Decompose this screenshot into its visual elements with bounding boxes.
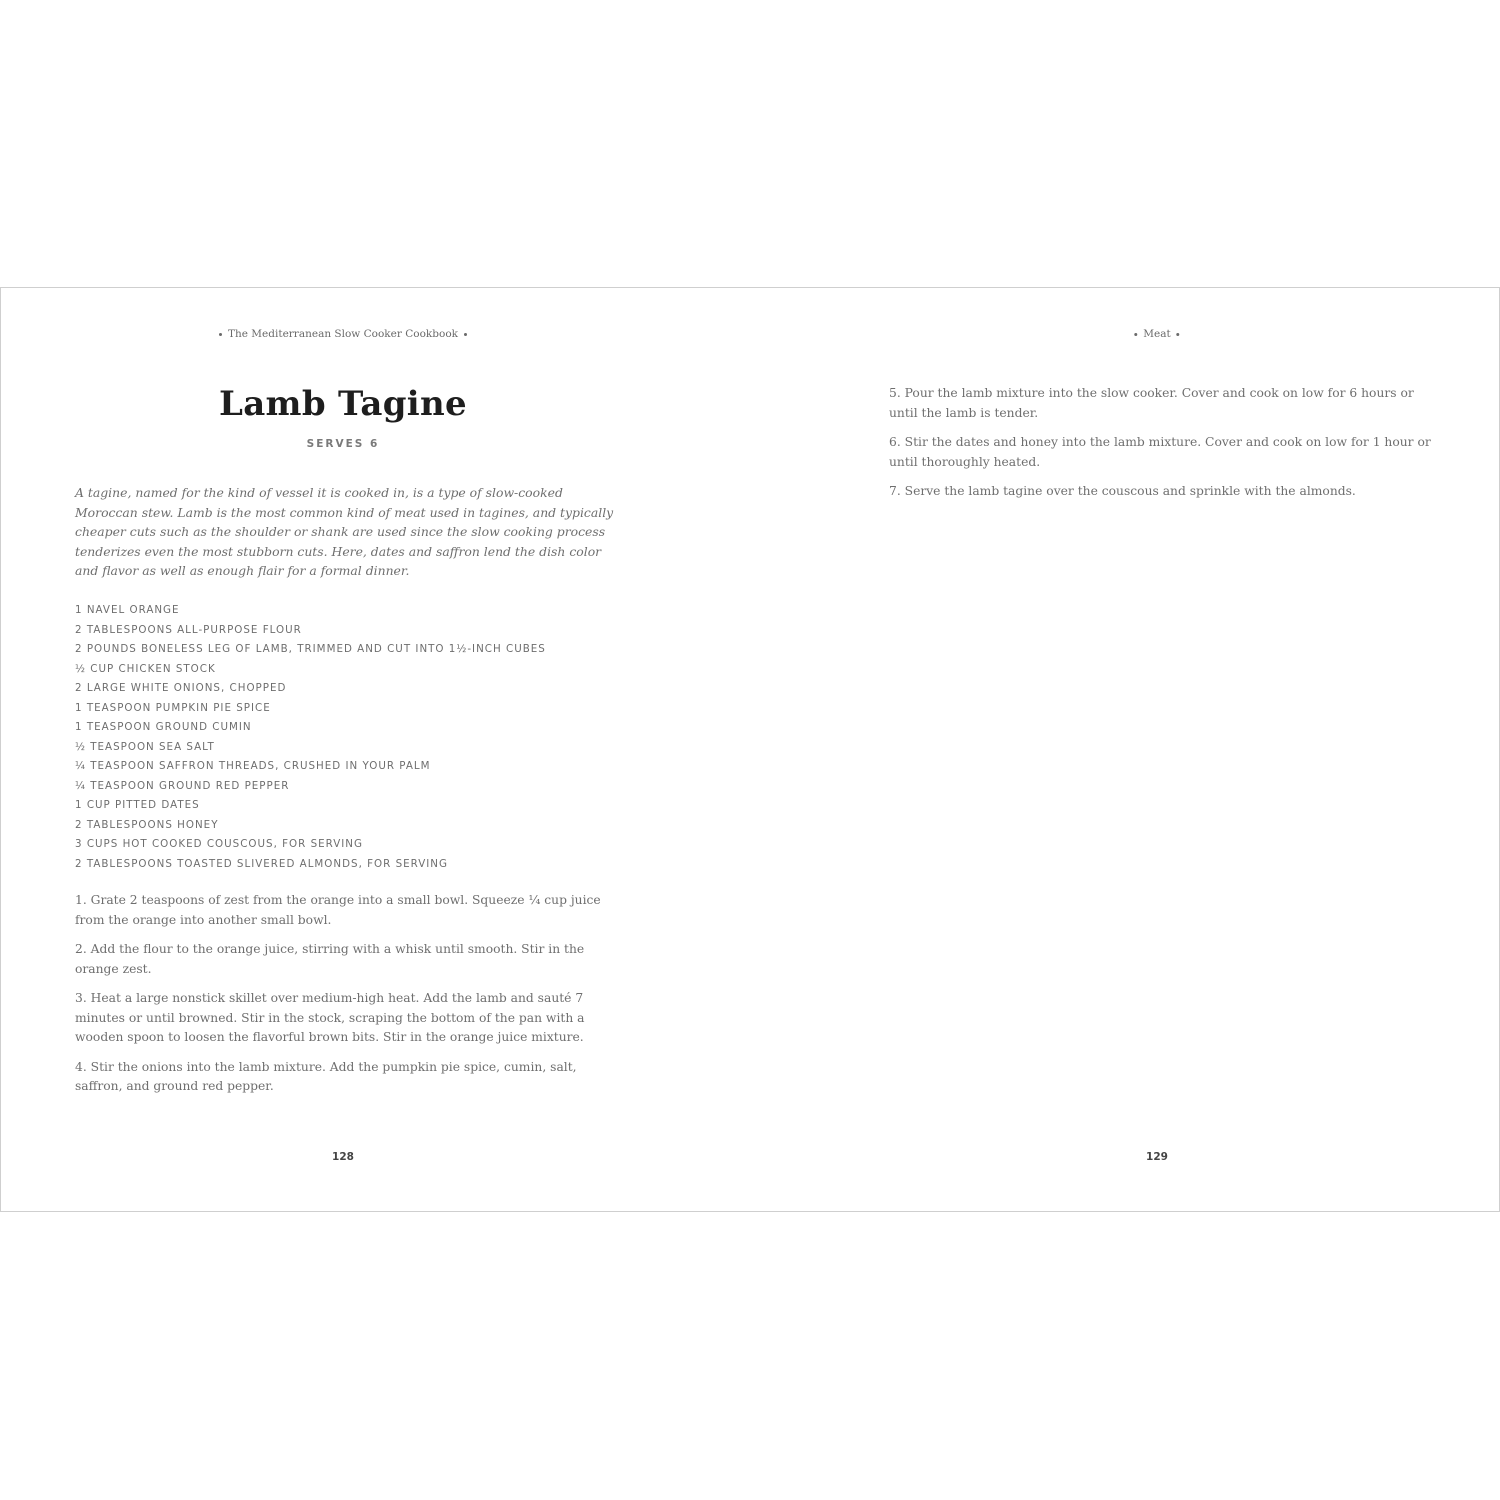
ingredient-item: 2 LARGE WHITE ONIONS, CHOPPED: [75, 682, 287, 694]
ingredient-item: 1 NAVEL ORANGE: [75, 604, 180, 616]
method-step: 5. Pour the lamb mixture into the slow cooker. Cover and cook on low for 6 hours or until the lamb is tender.: [889, 386, 1414, 420]
ingredient-item: ½ CUP CHICKEN STOCK: [75, 662, 216, 675]
bullet-icon: [464, 333, 467, 336]
running-head-right: [1128, 328, 1185, 340]
right-page: [750, 288, 1499, 1211]
ingredient-item: 2 TABLESPOONS ALL-PURPOSE FLOUR: [75, 623, 302, 636]
bullet-icon: [1134, 333, 1137, 336]
ingredient-item: ½ TEASPOON SEA SALT: [75, 740, 215, 753]
method-step: 3. Heat a large nonstick skillet over medium-high heat. Add the lamb and sauté 7 minutes or until browned. Stir in the stock, scraping the bottom of the pan with a wooden spoon to loosen the flavorful brown bits. Stir in the orange juice mixture.: [75, 991, 585, 1044]
running-head-text: Meat: [1143, 328, 1171, 340]
method-step: 6. Stir the dates and honey into the lamb mixture. Cover and cook on low for 1 hour or until thoroughly heated.: [889, 435, 1431, 469]
ingredient-item: 1 TEASPOON GROUND CUMIN: [75, 721, 252, 733]
page-number-right: 129: [1146, 1151, 1168, 1163]
ingredient-item: 2 TABLESPOONS TOASTED SLIVERED ALMONDS, FOR SERVING: [75, 857, 448, 870]
page-number-left: 128: [332, 1151, 354, 1163]
method-step: 4. Stir the onions into the lamb mixture. Add the pumpkin pie spice, cumin, salt, saffron, and ground red pepper.: [75, 1059, 577, 1093]
running-head-text: The Mediterranean Slow Cooker Cookbook: [227, 328, 459, 340]
recipe-intro: A tagine, named for the kind of vessel it is cooked in, is a type of slow-cooked Moroccan stew. Lamb is the most common kind of meat used in tagines, and typically cheaper cuts such as the shoulder or shank are used since the slow cooking process tenderizes even the most stubborn cuts. Here, dates and saffron lend the dish color and flavor as well as enough flair for a formal dinner.: [75, 485, 614, 578]
method-step: 2. Add the flour to the orange juice, stirring with a whisk until smooth. Stir in the orange zest.: [75, 942, 585, 976]
ingredient-item: 2 POUNDS BONELESS LEG OF LAMB, TRIMMED AND CUT INTO 1½-INCH CUBES: [75, 643, 546, 655]
serves-label: SERVES 6: [306, 438, 380, 450]
ingredient-item: ¼ TEASPOON SAFFRON THREADS, CRUSHED IN YOUR PALM: [75, 760, 431, 772]
method-steps-left: [75, 891, 615, 1107]
recipe-title: Lamb Tagine: [219, 384, 467, 424]
bullet-icon: [1177, 333, 1180, 336]
method-steps-right: [889, 384, 1434, 512]
method-step: 1. Grate 2 teaspoons of zest from the orange into a small bowl. Squeeze ¼ cup juice from the orange into another small bowl.: [75, 893, 601, 927]
ingredient-item: 1 CUP PITTED DATES: [75, 799, 200, 811]
bullet-icon: [219, 333, 222, 336]
book-spread: [0, 287, 1500, 1212]
ingredient-item: 1 TEASPOON PUMPKIN PIE SPICE: [75, 701, 271, 714]
running-head-left: [213, 328, 473, 340]
method-step: 7. Serve the lamb tagine over the couscous and sprinkle with the almonds.: [889, 484, 1356, 498]
ingredient-item: 2 TABLESPOONS HONEY: [75, 818, 219, 831]
left-page: [1, 288, 750, 1211]
ingredient-list: [75, 601, 546, 874]
ingredient-item: ¼ TEASPOON GROUND RED PEPPER: [75, 779, 290, 792]
ingredient-item: 3 CUPS HOT COOKED COUSCOUS, FOR SERVING: [75, 838, 363, 850]
